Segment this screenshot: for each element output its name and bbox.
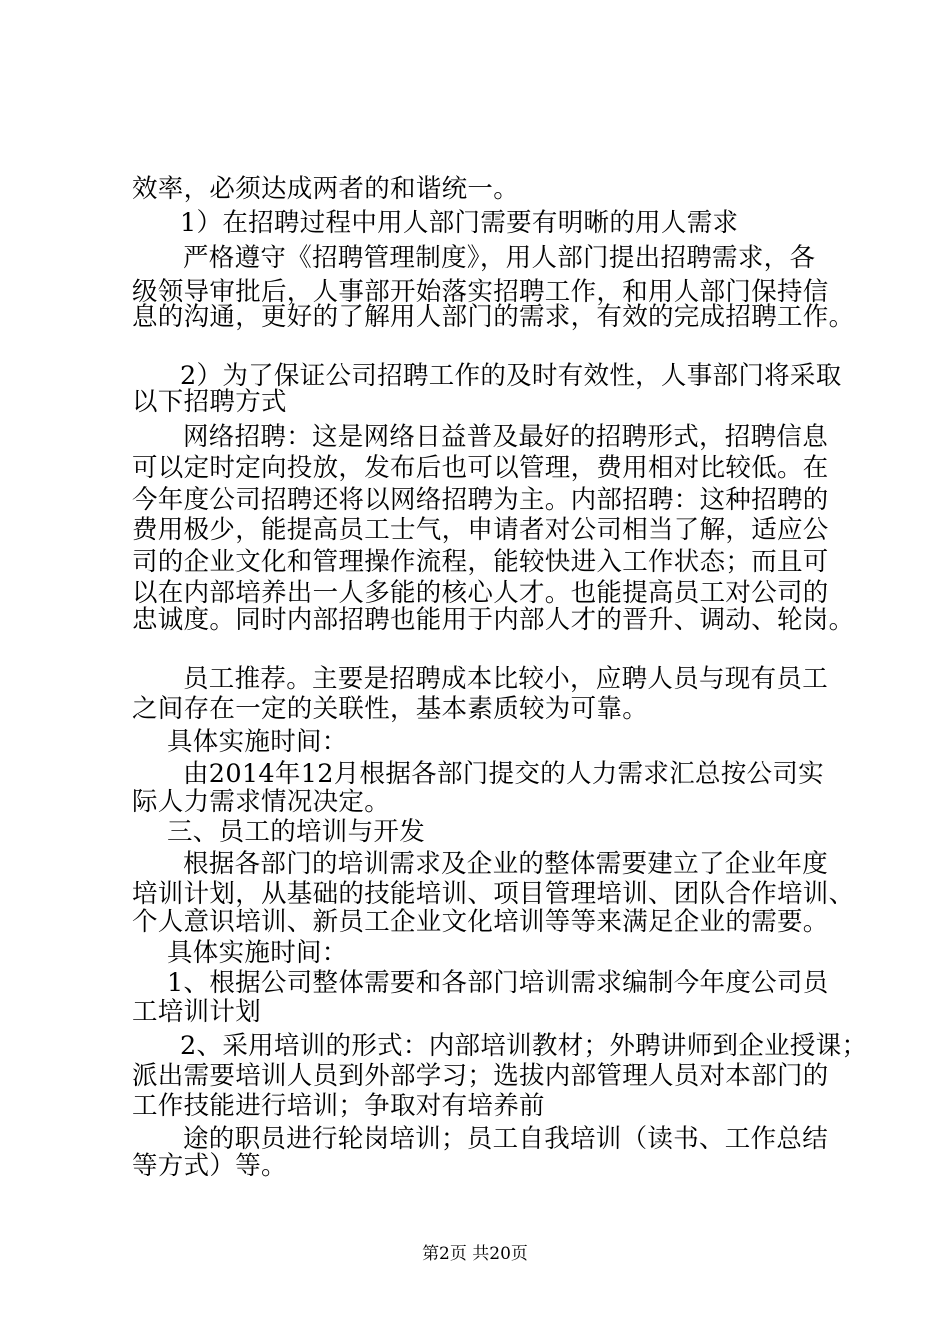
text-line: 费用极少，能提高员工士气，申请者对公司相当了解，适应公 xyxy=(132,515,829,545)
text-line: 工培训计划 xyxy=(132,997,262,1027)
text-line: 2、采用培训的形式：内部培训教材；外聘讲师到企业授课； xyxy=(180,1031,868,1061)
text-line: 具体实施时间： xyxy=(167,938,348,968)
text-line: 具体实施时间： xyxy=(167,727,348,757)
text-line: 级领导审批后，人事部开始落实招聘工作，和用人部门保持信 xyxy=(132,277,829,307)
text-line: 等方式）等。 xyxy=(132,1151,287,1181)
text-line: 培训计划，从基础的技能培训、项目管理培训、团队合作培训、 xyxy=(132,879,855,909)
text-line: 今年度公司招聘还将以网络招聘为主。内部招聘：这种招聘的 xyxy=(132,485,829,515)
text-line: 员工推荐。主要是招聘成本比较小，应聘人员与现有员工 xyxy=(183,664,829,694)
text-line: 可以定时定向投放，发布后也可以管理，费用相对比较低。在 xyxy=(132,453,829,483)
text-line: 忠诚度。同时内部招聘也能用于内部人才的晋升、调动、轮岗。 xyxy=(132,605,855,635)
text-line: 司的企业文化和管理操作流程，能较快进入工作状态；而且可 xyxy=(132,547,829,577)
text-line: 以在内部培养出一人多能的核心人才。也能提高员工对公司的 xyxy=(132,578,829,608)
text-line: 途的职员进行轮岗培训；员工自我培训（读书、工作总结 xyxy=(183,1124,829,1154)
text-line: 个人意识培训、新员工企业文化培训等等来满足企业的需要。 xyxy=(132,907,829,937)
text-line: 严格遵守《招聘管理制度》，用人部门提出招聘需求，各 xyxy=(183,243,816,273)
text-line: 根据各部门的培训需求及企业的整体需要建立了企业年度 xyxy=(183,849,829,879)
text-line: 效率，必须达成两者的和谐统一。 xyxy=(132,174,520,204)
text-line: 2）为了保证公司招聘工作的及时有效性，人事部门将采取 xyxy=(180,361,842,391)
text-line: 工作技能进行培训；争取对有培养前 xyxy=(132,1091,545,1121)
text-line: 息的沟通，更好的了解用人部门的需求，有效的完成招聘工作。 xyxy=(132,302,855,332)
text-line: 际人力需求情况决定。 xyxy=(132,787,391,817)
text-line: 网络招聘：这是网络日益普及最好的招聘形式，招聘信息 xyxy=(183,422,829,452)
text-line: 之间存在一定的关联性，基本素质较为可靠。 xyxy=(132,694,649,724)
text-line: 1、根据公司整体需要和各部门培训需求编制今年度公司员 xyxy=(167,968,829,998)
page-number-footer: 第2页 共20页 xyxy=(422,1244,528,1264)
text-line: 由2014年12月根据各部门提交的人力需求汇总按公司实 xyxy=(183,759,824,789)
text-line: 派出需要培训人员到外部学习；选拔内部管理人员对本部门的 xyxy=(132,1061,829,1091)
text-line: 三、员工的培训与开发 xyxy=(167,817,426,847)
text-line: 1）在招聘过程中用人部门需要有明晰的用人需求 xyxy=(180,208,739,238)
text-line: 以下招聘方式 xyxy=(132,387,287,417)
